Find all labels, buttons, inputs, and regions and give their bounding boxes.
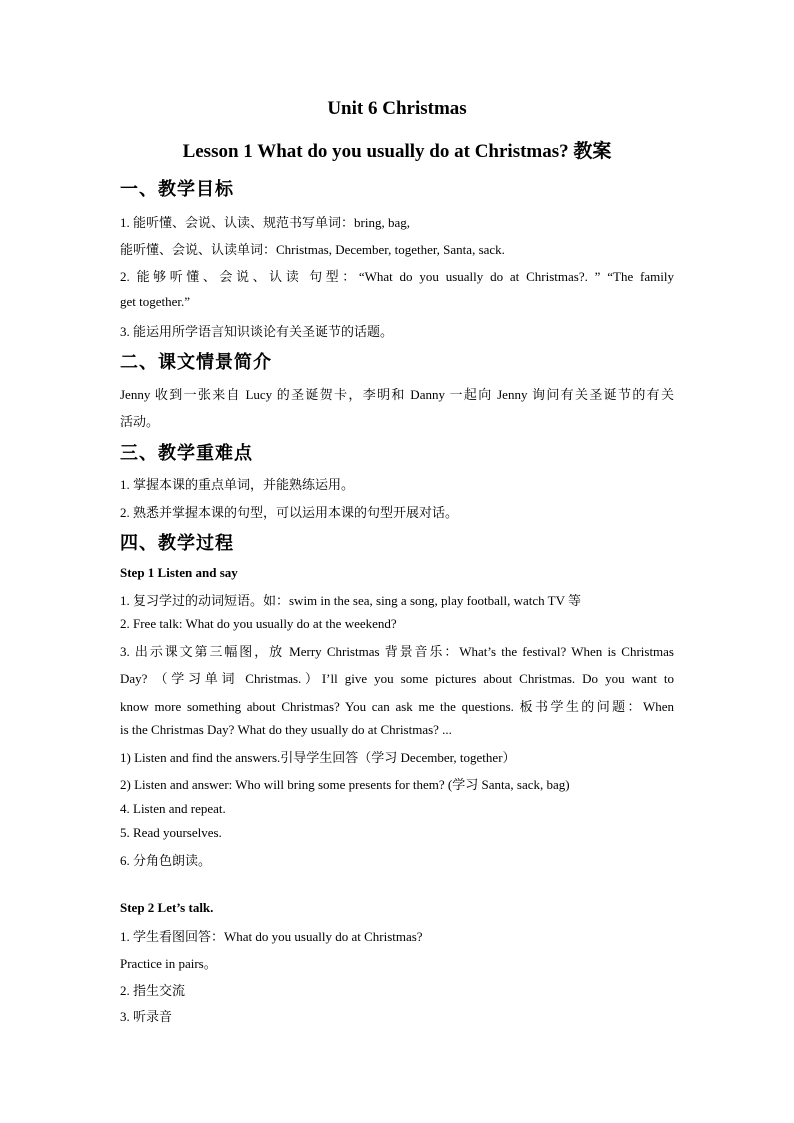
- step-line: 3. 听录音: [120, 1009, 173, 1024]
- step-line: 1) Listen and find the answers.引导学生回答（学习 December, together）: [120, 750, 516, 765]
- objective-line: 2. 能够听懂、会说、认读 句型：“What do you usually do at Christmas?. ” “The family: [120, 269, 674, 284]
- step-line: 2. 指生交流: [120, 983, 186, 998]
- section-heading-objectives: 一、教学目标: [120, 179, 234, 199]
- document-title: Unit 6 Christmas: [327, 98, 467, 119]
- step-line: is the Christmas Day? What do they usually do at Christmas? ...: [120, 722, 452, 737]
- section-heading-procedure: 四、教学过程: [120, 533, 234, 553]
- key-point-line: 2. 熟悉并掌握本课的句型，可以运用本课的句型开展对话。: [120, 505, 459, 520]
- section-heading-context: 二、课文情景简介: [120, 352, 272, 372]
- context-line: Jenny 收到一张来自 Lucy 的圣诞贺卡，李明和 Danny 一起向 Jenny 询问有关圣诞节的有关: [120, 387, 674, 402]
- step-line: 3. 出示课文第三幅图，放 Merry Christmas 背景音乐：What’s the festival? When is Christmas: [120, 644, 674, 659]
- step-title: Step 2 Let’s talk.: [120, 900, 214, 915]
- step-line: know more something about Christmas? You can ask me the questions. 板书学生的问题：When: [120, 699, 674, 714]
- section-heading-key-points: 三、教学重难点: [120, 443, 253, 463]
- objective-line: 3. 能运用所学语言知识谈论有关圣诞节的话题。: [120, 324, 394, 339]
- objective-line: get together.”: [120, 294, 191, 309]
- key-point-line: 1. 掌握本课的重点单词，并能熟练运用。: [120, 477, 355, 492]
- step-line: 6. 分角色朗读。: [120, 853, 212, 868]
- objective-line: 能听懂、会说、认读单词：Christmas, December, together, Santa, sack.: [120, 242, 505, 257]
- step-line: 2. Free talk: What do you usually do at the weekend?: [120, 616, 397, 631]
- context-line: 活动。: [120, 414, 160, 429]
- step-line: 5. Read yourselves.: [120, 825, 222, 840]
- step-line: Practice in pairs。: [120, 956, 217, 971]
- step-line: Day? （学习单词 Christmas.）I’ll give you some pictures about Christmas. Do you want to: [120, 671, 674, 686]
- step-title: Step 1 Listen and say: [120, 565, 238, 580]
- step-line: 1. 复习学过的动词短语。如：swim in the sea, sing a song, play football, watch TV 等: [120, 593, 581, 608]
- step-line: 2) Listen and answer: Who will bring some presents for them? (学习 Santa, sack, bag): [120, 777, 570, 792]
- document-subtitle: Lesson 1 What do you usually do at Christmas? 教案: [182, 141, 612, 162]
- objective-line: 1. 能听懂、会说、认读、规范书写单词：bring, bag,: [120, 215, 410, 230]
- step-line: 1. 学生看图回答：What do you usually do at Christmas?: [120, 929, 423, 944]
- step-line: 4. Listen and repeat.: [120, 801, 226, 816]
